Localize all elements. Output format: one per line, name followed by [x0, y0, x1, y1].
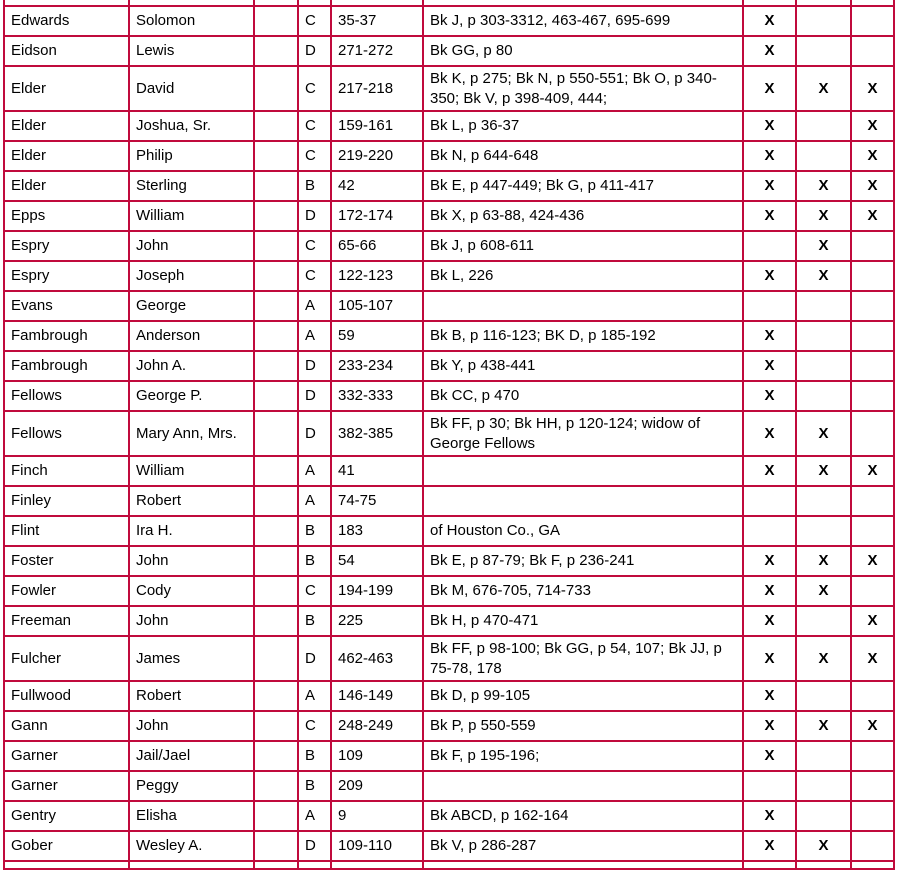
- references-cell: Bk D, p 99-105: [423, 681, 743, 711]
- mark-blue-cell: [851, 486, 894, 516]
- mark-green-cell: X: [796, 711, 851, 741]
- mark-green-cell: [796, 516, 851, 546]
- mark-blue-cell: [851, 831, 894, 861]
- surname-cell: Fellows: [4, 381, 129, 411]
- table-row: [4, 456, 894, 486]
- given-name-cell: John: [129, 606, 254, 636]
- mark-blue-cell: [851, 321, 894, 351]
- given-name-cell: William: [129, 456, 254, 486]
- given-name-cell: Robert: [129, 681, 254, 711]
- references-cell: Bk GG, p 80: [423, 36, 743, 66]
- given-name-cell: Anderson: [129, 321, 254, 351]
- mark-green-cell: [796, 291, 851, 321]
- surname-cell: Gober: [4, 831, 129, 861]
- references-cell: [423, 456, 743, 486]
- blank-cell: [331, 861, 423, 869]
- surname-cell: Gentry: [4, 801, 129, 831]
- mark-green-cell: [796, 741, 851, 771]
- blank-cell: [254, 546, 298, 576]
- blank-cell: [254, 456, 298, 486]
- blank-cell: [254, 486, 298, 516]
- blank-cell: [254, 636, 298, 681]
- book-letter-cell: D: [298, 381, 331, 411]
- given-name-cell: David: [129, 66, 254, 111]
- references-cell: Bk M, 676-705, 714-733: [423, 576, 743, 606]
- table-row: [4, 411, 894, 456]
- page-range-cell: 159-161: [331, 111, 423, 141]
- references-cell: Bk E, p 447-449; Bk G, p 411-417: [423, 171, 743, 201]
- page-range-cell: 219-220: [331, 141, 423, 171]
- page-range-cell: 9: [331, 801, 423, 831]
- mark-red-cell: [743, 771, 796, 801]
- surname-cell: Elder: [4, 141, 129, 171]
- book-letter-cell: C: [298, 111, 331, 141]
- page-range-cell: 194-199: [331, 576, 423, 606]
- blank-cell: [254, 66, 298, 111]
- given-name-cell: Peggy: [129, 771, 254, 801]
- table-row: [4, 606, 894, 636]
- mark-red-cell: X: [743, 36, 796, 66]
- book-letter-cell: D: [298, 201, 331, 231]
- given-name-cell: Wesley A.: [129, 831, 254, 861]
- given-name-cell: William: [129, 201, 254, 231]
- page-range-cell: 462-463: [331, 636, 423, 681]
- table-row: [4, 831, 894, 861]
- table-row: [4, 141, 894, 171]
- mark-red-cell: X: [743, 411, 796, 456]
- book-letter-cell: A: [298, 456, 331, 486]
- page-range-cell: 217-218: [331, 66, 423, 111]
- book-letter-cell: B: [298, 516, 331, 546]
- references-cell: Bk X, p 63-88, 424-436: [423, 201, 743, 231]
- mark-blue-cell: X: [851, 456, 894, 486]
- mark-red-cell: X: [743, 576, 796, 606]
- book-letter-cell: C: [298, 261, 331, 291]
- book-letter-cell: D: [298, 411, 331, 456]
- surname-cell: Espry: [4, 261, 129, 291]
- page-range-cell: 225: [331, 606, 423, 636]
- mark-blue-cell: X: [851, 636, 894, 681]
- page-range-cell: 332-333: [331, 381, 423, 411]
- mark-red-cell: X: [743, 141, 796, 171]
- table-row: [4, 291, 894, 321]
- references-cell: Bk L, p 36-37: [423, 111, 743, 141]
- mark-blue-cell: X: [851, 66, 894, 111]
- table-row: [4, 36, 894, 66]
- given-name-cell: Elisha: [129, 801, 254, 831]
- mark-red-cell: X: [743, 801, 796, 831]
- given-name-cell: John: [129, 231, 254, 261]
- book-letter-cell: D: [298, 351, 331, 381]
- references-cell: Bk FF, p 98-100; Bk GG, p 54, 107; Bk JJ, p 75-78, 178: [423, 636, 743, 681]
- mark-green-cell: X: [796, 66, 851, 111]
- given-name-cell: John: [129, 711, 254, 741]
- mark-green-cell: [796, 111, 851, 141]
- book-letter-cell: B: [298, 546, 331, 576]
- page-range-cell: 109-110: [331, 831, 423, 861]
- blank-cell: [254, 411, 298, 456]
- book-letter-cell: B: [298, 171, 331, 201]
- table-row: [4, 636, 894, 681]
- surname-cell: Edwards: [4, 6, 129, 36]
- page-range-cell: 248-249: [331, 711, 423, 741]
- blank-cell: [254, 516, 298, 546]
- surname-cell: Flint: [4, 516, 129, 546]
- surname-cell: Elder: [4, 171, 129, 201]
- page-range-cell: 271-272: [331, 36, 423, 66]
- references-cell: Bk Y, p 438-441: [423, 351, 743, 381]
- mark-red-cell: X: [743, 681, 796, 711]
- mark-blue-cell: [851, 351, 894, 381]
- page-range-cell: 74-75: [331, 486, 423, 516]
- book-letter-cell: A: [298, 801, 331, 831]
- mark-blue-cell: [851, 771, 894, 801]
- blank-cell: [254, 576, 298, 606]
- mark-blue-cell: [851, 576, 894, 606]
- page-range-cell: 172-174: [331, 201, 423, 231]
- mark-blue-cell: X: [851, 171, 894, 201]
- table-row: [4, 681, 894, 711]
- blank-cell: [254, 861, 298, 869]
- blank-cell: [298, 861, 331, 869]
- mark-green-cell: X: [796, 231, 851, 261]
- references-cell: Bk H, p 470-471: [423, 606, 743, 636]
- blank-cell: [254, 291, 298, 321]
- table-row: [4, 576, 894, 606]
- table-row: [4, 771, 894, 801]
- mark-green-cell: [796, 486, 851, 516]
- table-row: [4, 261, 894, 291]
- table-row: [4, 516, 894, 546]
- mark-green-cell: [796, 801, 851, 831]
- mark-blue-cell: [851, 681, 894, 711]
- references-cell: Bk E, p 87-79; Bk F, p 236-241: [423, 546, 743, 576]
- mark-blue-cell: X: [851, 606, 894, 636]
- given-name-cell: Solomon: [129, 6, 254, 36]
- mark-blue-cell: [851, 516, 894, 546]
- surname-cell: Finch: [4, 456, 129, 486]
- blank-cell: [254, 171, 298, 201]
- mark-red-cell: X: [743, 381, 796, 411]
- surname-cell: Fowler: [4, 576, 129, 606]
- table-row: [4, 111, 894, 141]
- blank-cell: [254, 381, 298, 411]
- mark-blue-cell: X: [851, 546, 894, 576]
- given-name-cell: Lewis: [129, 36, 254, 66]
- book-letter-cell: B: [298, 771, 331, 801]
- mark-red-cell: X: [743, 201, 796, 231]
- book-letter-cell: D: [298, 831, 331, 861]
- book-letter-cell: D: [298, 36, 331, 66]
- mark-blue-cell: [851, 801, 894, 831]
- page-range-cell: 382-385: [331, 411, 423, 456]
- book-letter-cell: B: [298, 606, 331, 636]
- blank-cell: [4, 861, 129, 869]
- mark-red-cell: [743, 516, 796, 546]
- given-name-cell: Jail/Jael: [129, 741, 254, 771]
- blank-cell: [254, 201, 298, 231]
- blank-cell: [254, 141, 298, 171]
- references-cell: Bk CC, p 470: [423, 381, 743, 411]
- blank-cell: [254, 741, 298, 771]
- references-cell: [423, 486, 743, 516]
- book-letter-cell: D: [298, 636, 331, 681]
- mark-blue-cell: X: [851, 141, 894, 171]
- mark-blue-cell: [851, 6, 894, 36]
- surname-cell: Fullwood: [4, 681, 129, 711]
- mark-green-cell: X: [796, 171, 851, 201]
- references-cell: Bk ABCD, p 162-164: [423, 801, 743, 831]
- book-letter-cell: A: [298, 321, 331, 351]
- references-cell: Bk N, p 644-648: [423, 141, 743, 171]
- mark-blue-cell: [851, 381, 894, 411]
- table-row: [4, 381, 894, 411]
- mark-blue-cell: [851, 291, 894, 321]
- mark-red-cell: [743, 231, 796, 261]
- surname-cell: Fambrough: [4, 321, 129, 351]
- mark-red-cell: X: [743, 261, 796, 291]
- mark-blue-cell: [851, 411, 894, 456]
- page-range-cell: 183: [331, 516, 423, 546]
- mark-red-cell: X: [743, 636, 796, 681]
- mark-red-cell: X: [743, 6, 796, 36]
- given-name-cell: Joshua, Sr.: [129, 111, 254, 141]
- mark-blue-cell: [851, 231, 894, 261]
- mark-red-cell: X: [743, 351, 796, 381]
- blank-cell: [254, 6, 298, 36]
- mark-red-cell: X: [743, 546, 796, 576]
- mark-red-cell: X: [743, 606, 796, 636]
- book-letter-cell: A: [298, 681, 331, 711]
- surname-cell: Finley: [4, 486, 129, 516]
- table-row: [4, 546, 894, 576]
- mark-green-cell: X: [796, 456, 851, 486]
- surname-cell: Elder: [4, 66, 129, 111]
- table-row: [4, 201, 894, 231]
- mark-red-cell: X: [743, 171, 796, 201]
- blank-cell: [423, 861, 743, 869]
- mark-blue-cell: [851, 36, 894, 66]
- given-name-cell: Philip: [129, 141, 254, 171]
- given-name-cell: George P.: [129, 381, 254, 411]
- book-letter-cell: C: [298, 141, 331, 171]
- page-range-cell: 105-107: [331, 291, 423, 321]
- mark-green-cell: [796, 6, 851, 36]
- blank-cell: [254, 111, 298, 141]
- mark-green-cell: [796, 681, 851, 711]
- book-letter-cell: C: [298, 576, 331, 606]
- references-cell: of Houston Co., GA: [423, 516, 743, 546]
- surname-cell: Fellows: [4, 411, 129, 456]
- given-name-cell: John A.: [129, 351, 254, 381]
- mark-red-cell: X: [743, 66, 796, 111]
- mark-blue-cell: [851, 741, 894, 771]
- mark-green-cell: [796, 381, 851, 411]
- blank-cell: [254, 831, 298, 861]
- surname-cell: Fulcher: [4, 636, 129, 681]
- blank-cell: [254, 681, 298, 711]
- book-letter-cell: B: [298, 741, 331, 771]
- blank-cell: [129, 861, 254, 869]
- records-table-body: [4, 0, 894, 869]
- given-name-cell: Mary Ann, Mrs.: [129, 411, 254, 456]
- blank-cell: [254, 321, 298, 351]
- given-name-cell: Cody: [129, 576, 254, 606]
- surname-cell: Freeman: [4, 606, 129, 636]
- given-name-cell: George: [129, 291, 254, 321]
- mark-blue-cell: X: [851, 711, 894, 741]
- mark-green-cell: [796, 606, 851, 636]
- given-name-cell: Joseph: [129, 261, 254, 291]
- book-letter-cell: C: [298, 6, 331, 36]
- references-cell: Bk K, p 275; Bk N, p 550-551; Bk O, p 340-350; Bk V, p 398-409, 444;: [423, 66, 743, 111]
- blank-cell: [743, 861, 796, 869]
- table-row: [4, 231, 894, 261]
- mark-red-cell: X: [743, 711, 796, 741]
- records-table: [3, 0, 895, 870]
- blank-cell: [254, 261, 298, 291]
- blank-cell: [254, 771, 298, 801]
- surname-cell: Epps: [4, 201, 129, 231]
- references-cell: Bk V, p 286-287: [423, 831, 743, 861]
- mark-blue-cell: [851, 261, 894, 291]
- table-row: [4, 171, 894, 201]
- page-range-cell: 59: [331, 321, 423, 351]
- mark-green-cell: X: [796, 201, 851, 231]
- mark-red-cell: X: [743, 321, 796, 351]
- references-cell: Bk J, p 608-611: [423, 231, 743, 261]
- mark-green-cell: [796, 141, 851, 171]
- references-cell: [423, 291, 743, 321]
- mark-green-cell: X: [796, 261, 851, 291]
- mark-blue-cell: X: [851, 201, 894, 231]
- clipped-row-bottom: [4, 861, 894, 869]
- page-range-cell: 65-66: [331, 231, 423, 261]
- mark-green-cell: X: [796, 576, 851, 606]
- surname-cell: Elder: [4, 111, 129, 141]
- mark-green-cell: [796, 351, 851, 381]
- mark-red-cell: X: [743, 111, 796, 141]
- table-row: [4, 66, 894, 111]
- blank-cell: [796, 861, 851, 869]
- mark-green-cell: [796, 771, 851, 801]
- mark-green-cell: X: [796, 636, 851, 681]
- references-cell: Bk B, p 116-123; BK D, p 185-192: [423, 321, 743, 351]
- page-range-cell: 233-234: [331, 351, 423, 381]
- mark-red-cell: [743, 291, 796, 321]
- table-row: [4, 741, 894, 771]
- book-letter-cell: C: [298, 66, 331, 111]
- mark-green-cell: X: [796, 831, 851, 861]
- page-range-cell: 42: [331, 171, 423, 201]
- given-name-cell: Robert: [129, 486, 254, 516]
- page-range-cell: 109: [331, 741, 423, 771]
- surname-cell: Espry: [4, 231, 129, 261]
- references-cell: Bk FF, p 30; Bk HH, p 120-124; widow of George Fellows: [423, 411, 743, 456]
- blank-cell: [254, 606, 298, 636]
- table-row: [4, 711, 894, 741]
- given-name-cell: James: [129, 636, 254, 681]
- book-letter-cell: C: [298, 711, 331, 741]
- references-cell: Bk L, 226: [423, 261, 743, 291]
- mark-green-cell: [796, 36, 851, 66]
- given-name-cell: John: [129, 546, 254, 576]
- page-range-cell: 146-149: [331, 681, 423, 711]
- book-letter-cell: A: [298, 486, 331, 516]
- table-row: [4, 6, 894, 36]
- mark-red-cell: X: [743, 456, 796, 486]
- blank-cell: [254, 801, 298, 831]
- surname-cell: Gann: [4, 711, 129, 741]
- book-letter-cell: C: [298, 231, 331, 261]
- blank-cell: [851, 861, 894, 869]
- references-cell: Bk J, p 303-3312, 463-467, 695-699: [423, 6, 743, 36]
- mark-blue-cell: X: [851, 111, 894, 141]
- page-range-cell: 209: [331, 771, 423, 801]
- surname-cell: Garner: [4, 771, 129, 801]
- mark-red-cell: X: [743, 741, 796, 771]
- blank-cell: [254, 231, 298, 261]
- page-range-cell: 41: [331, 456, 423, 486]
- table-row: [4, 486, 894, 516]
- page-range-cell: 122-123: [331, 261, 423, 291]
- table-row: [4, 351, 894, 381]
- surname-cell: Evans: [4, 291, 129, 321]
- given-name-cell: Ira H.: [129, 516, 254, 546]
- mark-red-cell: [743, 486, 796, 516]
- surname-cell: Eidson: [4, 36, 129, 66]
- book-letter-cell: A: [298, 291, 331, 321]
- page-range-cell: 35-37: [331, 6, 423, 36]
- page-range-cell: 54: [331, 546, 423, 576]
- given-name-cell: Sterling: [129, 171, 254, 201]
- surname-cell: Fambrough: [4, 351, 129, 381]
- table-row: [4, 801, 894, 831]
- references-cell: Bk F, p 195-196;: [423, 741, 743, 771]
- mark-green-cell: X: [796, 546, 851, 576]
- blank-cell: [254, 711, 298, 741]
- blank-cell: [254, 36, 298, 66]
- mark-green-cell: X: [796, 411, 851, 456]
- mark-red-cell: X: [743, 831, 796, 861]
- table-row: [4, 321, 894, 351]
- surname-cell: Garner: [4, 741, 129, 771]
- references-cell: [423, 771, 743, 801]
- surname-cell: Foster: [4, 546, 129, 576]
- mark-green-cell: [796, 321, 851, 351]
- references-cell: Bk P, p 550-559: [423, 711, 743, 741]
- blank-cell: [254, 351, 298, 381]
